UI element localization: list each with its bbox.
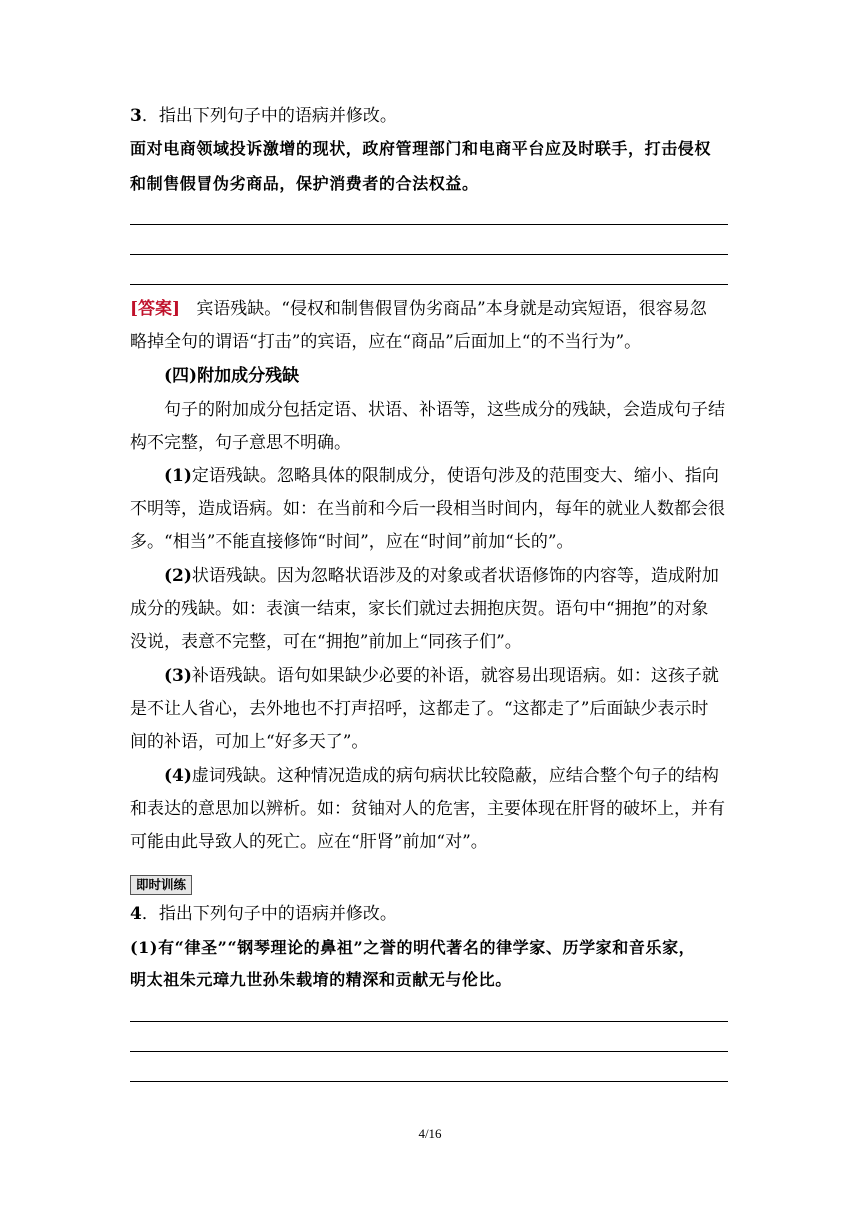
answer-blank-line	[130, 284, 728, 285]
answer-line-1	[130, 297, 730, 321]
item-4-line-1	[164, 764, 730, 788]
section-intro-line-1: 句子的附加成分包括定语、状语、补语等，这些成分的残缺，会造成句子结	[164, 400, 725, 420]
section-intro-line-2: 构不完整，句子意思不明确。	[130, 433, 351, 453]
question-4-sentence-line-2: 明太祖朱元璋九世孙朱载堉的精深和贡献无与伦比。	[130, 970, 512, 989]
item-3-line-2: 是不让人省心，去外地也不打声招呼，这都走了。“这都走了”后面缺少表示时	[130, 699, 709, 719]
item-1-line-3: 多。“相当”不能直接修饰“时间”，应在“时间”前加“长的”。	[130, 532, 574, 552]
item-label: (3)	[164, 666, 192, 686]
answer-tag: [答案]	[130, 299, 181, 319]
item-text: 定语残缺。忽略具体的限制成分，使语句涉及的范围变大、缩小、指向	[191, 466, 719, 486]
question-4-sentence-line-1: (1)有“律圣”“钢琴理论的鼻祖”之誉的明代著名的律学家、历学家和音乐家，	[130, 938, 696, 957]
item-4-line-2: 和表达的意思加以辨析。如：贫铀对人的危害，主要体现在肝肾的破坏上，并有	[130, 799, 725, 819]
question-3-title	[130, 104, 730, 128]
answer-blank-line	[130, 224, 728, 225]
answer-text: 宾语残缺。“侵权和制售假冒伪劣商品”本身就是动宾短语，很容易忽	[196, 299, 707, 319]
item-label: (4)	[164, 766, 192, 786]
item-1-line-1	[164, 464, 730, 488]
answer-blank-line	[130, 1051, 728, 1052]
item-label: (2)	[164, 566, 192, 586]
answer-blank-line	[130, 1081, 728, 1082]
item-2-line-1	[164, 564, 730, 588]
question-3-sentence-line-1: 面对电商领域投诉激增的现状，政府管理部门和电商平台应及时联手，打击侵权	[130, 139, 712, 158]
question-number: 3	[130, 106, 142, 126]
item-3-line-1	[164, 664, 730, 688]
item-text: 虚词残缺。这种情况造成的病句病状比较隐蔽，应结合整个句子的结构	[191, 766, 719, 786]
question-3-sentence-line-2: 和制售假冒伪劣商品，保护消费者的合法权益。	[130, 174, 479, 193]
item-3-line-3: 间的补语，可加上“好多天了”。	[130, 732, 369, 752]
answer-blank-line	[130, 1021, 728, 1022]
page-number: 4/16	[418, 1126, 442, 1141]
question-text: ．指出下列句子中的语病并修改。	[141, 904, 397, 924]
question-number: 4	[130, 904, 142, 924]
question-4-title	[130, 902, 730, 926]
item-1-line-2: 不明等，造成语病。如：在当前和今后一段相当时间内，每年的就业人数都会很	[130, 499, 725, 519]
training-badge: 即时训练	[130, 875, 192, 895]
item-text: 状语残缺。因为忽略状语涉及的对象或者状语修饰的内容等，造成附加	[191, 566, 719, 586]
item-2-line-2: 成分的残缺。如：表演一结束，家长们就过去拥抱庆贺。语句中“拥抱”的对象	[130, 599, 709, 619]
item-4-line-3: 可能由此导致人的死亡。应在“肝肾”前加“对”。	[130, 832, 488, 852]
section-heading: (四)附加成分残缺	[164, 366, 300, 386]
answer-line-2: 略掉全句的谓语“打击”的宾语，应在“商品”后面加上“的不当行为”。	[130, 332, 642, 352]
question-text: ．指出下列句子中的语病并修改。	[141, 106, 397, 126]
item-label: (1)	[164, 466, 192, 486]
item-text: 补语残缺。语句如果缺少必要的补语，就容易出现语病。如：这孩子就	[191, 666, 719, 686]
item-2-line-3: 没说，表意不完整，可在“拥抱”前加上“同孩子们”。	[130, 632, 522, 652]
answer-blank-line	[130, 254, 728, 255]
